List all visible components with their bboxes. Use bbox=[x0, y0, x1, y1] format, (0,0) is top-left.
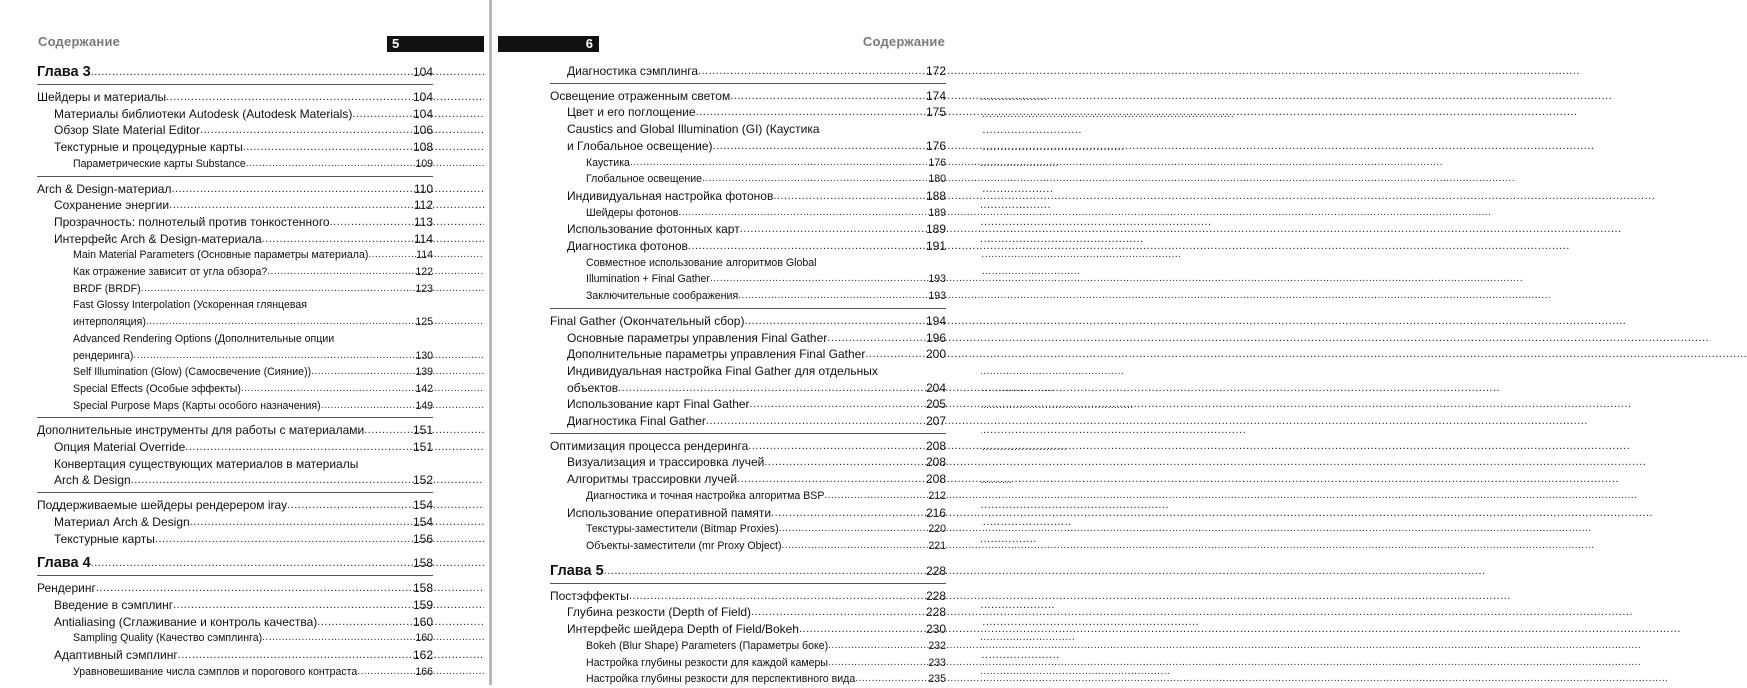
toc-page-number: 156 bbox=[412, 531, 433, 546]
toc-page-number: 154 bbox=[412, 498, 433, 513]
toc-entry[interactable] bbox=[550, 138, 946, 155]
toc-entry-title: Дополнительные параметры управления Final Gather bbox=[567, 347, 866, 362]
dot-leader bbox=[155, 531, 411, 548]
toc-entry-title: Текстурные карты bbox=[54, 531, 155, 546]
dot-leader bbox=[737, 471, 924, 488]
toc-entry[interactable] bbox=[550, 638, 946, 655]
toc-entry-title: Обзор Slate Material Editor bbox=[54, 123, 201, 138]
toc-entry[interactable] bbox=[37, 381, 433, 398]
toc-entry[interactable] bbox=[550, 655, 946, 672]
toc-page-number: 151 bbox=[412, 423, 433, 438]
toc-page-number: 174 bbox=[925, 88, 946, 103]
toc-entry-title: Каустика bbox=[586, 156, 630, 169]
chapter-gap bbox=[37, 547, 433, 554]
toc-page-number: 104 bbox=[412, 90, 433, 104]
toc-entry[interactable] bbox=[37, 614, 433, 631]
toc-entry-title: Использование фотонных карт bbox=[567, 222, 740, 237]
toc-page-number: 208 bbox=[925, 455, 946, 470]
dot-leader bbox=[748, 438, 924, 455]
toc-entry[interactable] bbox=[37, 630, 433, 647]
right-page bbox=[498, 0, 981, 685]
toc-entry[interactable] bbox=[37, 514, 433, 531]
toc-entry-title: Final Gather (Окончательный сбор) bbox=[550, 313, 745, 328]
toc-entry-title: Глубина резкости (Depth of Field) bbox=[567, 605, 752, 620]
toc-entry-title: Настройка глубины резкости для перспективного вида bbox=[586, 673, 856, 686]
toc-page-number: 151 bbox=[412, 440, 433, 455]
toc-page-number: 158 bbox=[412, 556, 433, 571]
chapter-gap bbox=[550, 555, 946, 562]
dot-leader bbox=[744, 313, 924, 330]
toc-entry[interactable] bbox=[37, 439, 433, 456]
toc-page-number: 108 bbox=[412, 140, 433, 155]
toc-entry-title: Использование оперативной памяти bbox=[567, 505, 772, 520]
dot-leader bbox=[91, 554, 411, 572]
dot-leader bbox=[630, 155, 926, 172]
dot-leader bbox=[190, 514, 411, 531]
toc-page-number: 172 bbox=[925, 64, 946, 78]
toc-page-number: 139 bbox=[415, 366, 433, 379]
dot-leader bbox=[321, 398, 414, 415]
dot-leader bbox=[799, 621, 924, 638]
toc-page-number: 122 bbox=[415, 266, 433, 279]
toc-entry[interactable] bbox=[550, 88, 946, 105]
dot-leader bbox=[827, 330, 924, 347]
running-title: Содержание bbox=[38, 34, 121, 49]
dot-leader bbox=[311, 364, 413, 381]
dot-leader bbox=[773, 188, 924, 205]
toc-entry[interactable] bbox=[550, 171, 946, 188]
dot-leader bbox=[169, 197, 412, 214]
toc-page-number: 154 bbox=[412, 514, 433, 529]
dot-leader bbox=[141, 281, 414, 298]
toc-entry-title: Antialiasing (Сглаживание и контроль качества) bbox=[54, 614, 318, 629]
dot-leader bbox=[713, 138, 924, 155]
dot-leader bbox=[696, 104, 924, 121]
toc-entry-title: Шейдеры и материалы bbox=[37, 90, 167, 104]
toc-entry-title: Постэффекты bbox=[550, 588, 629, 603]
toc-page-number: 160 bbox=[415, 632, 433, 645]
toc-entry-title: Рендеринг bbox=[37, 581, 96, 596]
toc-entry-continued: Fast Glossy Interpolation (Ускоренная глянцевая bbox=[73, 299, 308, 312]
toc-entry-title: Интерфейс Arch & Design-материала bbox=[54, 231, 262, 246]
toc-entry-title: Глобальное освещение bbox=[586, 173, 703, 186]
toc-page-number: 130 bbox=[415, 349, 433, 362]
dot-leader bbox=[698, 63, 924, 80]
toc-entry-title: Bokeh (Blur Shape) Parameters (Параметры боке) bbox=[586, 639, 829, 652]
page-number: 5 bbox=[387, 36, 484, 52]
toc-page-number: 189 bbox=[928, 206, 946, 219]
toc-page-number: 142 bbox=[415, 382, 433, 395]
toc-page-number: 193 bbox=[928, 273, 946, 286]
dot-leader bbox=[782, 538, 927, 555]
dot-leader bbox=[357, 664, 413, 681]
dot-leader bbox=[618, 380, 924, 397]
toc-entry[interactable] bbox=[37, 214, 433, 231]
toc-entry[interactable] bbox=[37, 89, 433, 106]
dot-leader bbox=[352, 106, 411, 123]
toc-entry-title: Оптимизация процесса рендеринга bbox=[550, 438, 749, 453]
section-divider bbox=[550, 433, 946, 434]
toc-entry[interactable] bbox=[550, 505, 946, 522]
toc-page-number: 180 bbox=[928, 173, 946, 186]
spine-line bbox=[489, 0, 492, 685]
toc-entry-title: Введение в сэмплинг bbox=[54, 597, 174, 612]
toc-entry-title: Визуализация и трассировка лучей bbox=[567, 455, 765, 470]
toc-entry-title: Настройка глубины резкости для каждой камеры bbox=[586, 656, 829, 669]
toc-entry-title: BRDF (BRDF) bbox=[73, 282, 141, 295]
toc-entry[interactable] bbox=[37, 472, 433, 489]
toc-page-number: 220 bbox=[928, 523, 946, 536]
toc-entry[interactable] bbox=[37, 422, 433, 439]
dot-leader bbox=[91, 63, 411, 81]
toc-page-number: 123 bbox=[415, 282, 433, 295]
toc-page-number: 193 bbox=[928, 290, 946, 303]
toc-entry[interactable] bbox=[550, 438, 946, 455]
section-divider bbox=[37, 84, 433, 85]
toc-entry[interactable] bbox=[550, 238, 946, 255]
dot-leader bbox=[267, 264, 413, 281]
toc-entry[interactable] bbox=[37, 231, 433, 248]
toc-entry-title: Special Effects (Особые эффекты) bbox=[73, 382, 241, 395]
toc-entry[interactable] bbox=[550, 330, 946, 347]
toc-entry-title: Поддерживаемые шейдеры рендерером iray bbox=[37, 498, 288, 513]
page-number: 6 bbox=[498, 36, 599, 52]
dot-leader bbox=[730, 88, 924, 105]
dot-leader bbox=[629, 588, 924, 605]
toc-entry[interactable] bbox=[550, 604, 946, 621]
toc-page-number: 152 bbox=[412, 473, 433, 488]
toc-entry-title: Arch & Design bbox=[54, 473, 131, 488]
dot-leader bbox=[133, 348, 413, 365]
toc-page-number: 125 bbox=[415, 316, 433, 329]
toc-entry-title: Адаптивный сэмплинг bbox=[54, 648, 178, 663]
section-divider bbox=[37, 575, 433, 576]
dot-leader bbox=[764, 454, 924, 471]
toc-page-number: 189 bbox=[925, 222, 946, 237]
toc-entry[interactable] bbox=[550, 521, 946, 538]
toc-entry-title: Индивидуальная настройка фотонов bbox=[567, 188, 774, 203]
toc-entry-title: Использование карт Final Gather bbox=[567, 397, 750, 412]
toc-entry-title: Интерфейс шейдера Depth of Field/Bokeh bbox=[567, 622, 799, 637]
dot-leader bbox=[185, 439, 411, 456]
toc-entry-title: Опция Material Override bbox=[54, 440, 186, 455]
toc-page-number: 110 bbox=[413, 181, 433, 196]
toc-entry[interactable] bbox=[550, 488, 946, 505]
toc-entry[interactable] bbox=[550, 346, 946, 363]
toc-page-number: 207 bbox=[925, 414, 946, 429]
dot-leader bbox=[688, 238, 924, 255]
toc-page-number: 212 bbox=[928, 489, 946, 502]
dot-leader bbox=[738, 288, 926, 305]
toc-entry-title: Алгоритмы трассировки лучей bbox=[567, 472, 738, 487]
toc-entry-title: и Глобальное освещение) bbox=[567, 138, 713, 153]
dot-leader bbox=[131, 472, 411, 489]
toc-entry-title: Материалы библиотеки Autodesk (Autodesk Materials) bbox=[54, 106, 353, 121]
toc-page-number: 114 bbox=[416, 249, 433, 262]
toc-page-number: 216 bbox=[925, 505, 946, 520]
toc-page-number: 158 bbox=[412, 581, 433, 596]
toc-entry-title: Main Material Parameters (Основные параметры материала) bbox=[73, 249, 369, 262]
toc-entry-title: Self Illumination (Glow) (Самосвечение (Сияние)) bbox=[73, 366, 312, 379]
dot-leader bbox=[171, 181, 411, 198]
dot-leader bbox=[173, 597, 411, 614]
dot-leader bbox=[750, 396, 924, 413]
toc-page-number: 235 bbox=[928, 673, 946, 686]
toc-page-number: 200 bbox=[925, 347, 946, 362]
toc-entry[interactable] bbox=[37, 247, 433, 264]
toc-page-number: 162 bbox=[412, 648, 433, 663]
toc-page-number: 228 bbox=[925, 588, 946, 603]
toc-entry-title: Материал Arch & Design bbox=[54, 514, 190, 529]
toc-entry-title: Illumination + Final Gather bbox=[586, 273, 710, 286]
toc-page-number: 204 bbox=[925, 380, 946, 395]
toc-entry-title: объектов bbox=[567, 380, 619, 395]
toc-page-number: 233 bbox=[928, 656, 946, 669]
toc-entry[interactable] bbox=[37, 348, 433, 365]
toc-page-number: 230 bbox=[925, 622, 946, 637]
toc-page-number: 221 bbox=[928, 539, 946, 552]
dot-leader bbox=[262, 630, 413, 647]
dot-leader bbox=[146, 314, 413, 331]
toc-entry-title: Диагностика и точная настройка алгоритма BSP bbox=[586, 489, 825, 502]
toc-page-number: 196 bbox=[925, 330, 946, 345]
toc-entry-continued: Advanced Rendering Options (Дополнительные опции bbox=[73, 332, 335, 345]
toc-page-number: 160 bbox=[412, 614, 433, 629]
toc-entry-title: Освещение отраженным светом bbox=[550, 88, 731, 103]
toc-entry-title: Параметрические карты Substance bbox=[73, 157, 246, 170]
dot-leader bbox=[262, 231, 412, 248]
toc-page-number: 208 bbox=[925, 438, 946, 453]
toc-entry-title: Текстурные и процедурные карты bbox=[54, 140, 243, 155]
toc-entry[interactable] bbox=[550, 288, 946, 305]
toc-entry-title: Диагностика Final Gather bbox=[567, 414, 706, 429]
dot-leader bbox=[96, 580, 411, 597]
toc-entry[interactable] bbox=[37, 122, 433, 139]
dot-leader bbox=[330, 214, 412, 231]
toc-entry[interactable] bbox=[550, 671, 946, 688]
toc-entry[interactable] bbox=[37, 580, 433, 597]
dot-leader bbox=[702, 171, 926, 188]
toc-entry[interactable] bbox=[550, 221, 946, 238]
dot-leader bbox=[855, 671, 926, 688]
left-page bbox=[0, 0, 484, 685]
dot-leader bbox=[604, 562, 924, 580]
toc-entry[interactable] bbox=[37, 531, 433, 548]
dot-leader bbox=[751, 604, 924, 621]
toc-page-number: 176 bbox=[928, 156, 946, 169]
chapter-entry[interactable] bbox=[550, 562, 946, 580]
toc-entry[interactable] bbox=[37, 647, 433, 664]
toc-entry[interactable] bbox=[550, 313, 946, 330]
toc-page-number: 106 bbox=[412, 123, 433, 138]
dot-leader bbox=[678, 205, 926, 222]
toc-entry[interactable] bbox=[37, 106, 433, 123]
toc-entry-continued: Индивидуальная настройка Final Gather для отдельных bbox=[567, 363, 878, 378]
toc-entry[interactable] bbox=[37, 156, 433, 173]
toc-page-number: 104 bbox=[412, 106, 433, 121]
toc-entry[interactable] bbox=[37, 664, 433, 681]
toc-entry[interactable] bbox=[550, 588, 946, 605]
toc-page-number: 228 bbox=[925, 605, 946, 620]
dot-leader bbox=[779, 521, 927, 538]
dot-leader bbox=[178, 647, 411, 664]
toc-entry-continued: Конвертация существующих материалов в материалы bbox=[54, 456, 359, 471]
toc-entry[interactable] bbox=[37, 281, 433, 298]
toc-page-number: 159 bbox=[412, 597, 433, 612]
toc-entry[interactable] bbox=[37, 139, 433, 156]
toc-page-number: 109 bbox=[415, 157, 433, 170]
toc-entry[interactable] bbox=[550, 380, 946, 397]
toc-entry-title: Sampling Quality (Качество сэмплинга) bbox=[73, 632, 263, 645]
toc-page-number: 149 bbox=[415, 399, 433, 412]
toc-entry-title: Текстуры-заместители (Bitmap Proxies) bbox=[586, 523, 779, 536]
section-divider bbox=[550, 308, 946, 309]
book-spine bbox=[484, 0, 498, 685]
dot-leader bbox=[710, 271, 926, 288]
toc-entry[interactable] bbox=[37, 398, 433, 415]
toc-page-number: 205 bbox=[925, 397, 946, 412]
running-title: Содержание bbox=[862, 34, 945, 49]
toc-entry[interactable] bbox=[37, 364, 433, 381]
dot-leader bbox=[828, 655, 926, 672]
dot-leader bbox=[706, 413, 924, 430]
toc-entry[interactable] bbox=[37, 314, 433, 331]
section-divider bbox=[550, 83, 946, 84]
toc-page-number: 208 bbox=[925, 472, 946, 487]
toc-entry-title: Шейдеры фотонов bbox=[586, 206, 679, 219]
toc-entry-title: Объекты-заместители (mr Proxy Object) bbox=[586, 539, 782, 552]
table-of-contents bbox=[550, 63, 946, 688]
chapter-title: Глава 3 bbox=[37, 64, 91, 80]
chapter-title: Глава 4 bbox=[37, 555, 91, 572]
toc-entry[interactable] bbox=[550, 538, 946, 555]
toc-entry[interactable] bbox=[550, 63, 946, 80]
toc-entry[interactable] bbox=[550, 205, 946, 222]
chapter-entry[interactable] bbox=[37, 554, 433, 572]
toc-entry-continued: Совместное использование алгоритмов Global bbox=[586, 256, 817, 269]
toc-page-number: 188 bbox=[925, 188, 946, 203]
toc-entry-title: Основные параметры управления Final Gather bbox=[567, 330, 828, 345]
toc-page-number: 194 bbox=[925, 313, 946, 328]
toc-entry-title: рендеринга) bbox=[73, 349, 134, 362]
toc-page-number: 232 bbox=[928, 639, 946, 652]
toc-entry[interactable] bbox=[550, 104, 946, 121]
toc-entry[interactable] bbox=[37, 264, 433, 281]
dot-leader bbox=[368, 247, 414, 264]
toc-entry-continued: Caustics and Global Illumination (GI) (Каустика bbox=[567, 122, 820, 137]
toc-entry[interactable] bbox=[550, 471, 946, 488]
dot-leader bbox=[246, 156, 414, 173]
section-divider bbox=[550, 583, 946, 584]
table-of-contents bbox=[37, 63, 433, 681]
toc-entry-title: Диагностика сэмплинга bbox=[567, 64, 699, 78]
toc-entry[interactable] bbox=[550, 271, 946, 288]
toc-entry-title: Уравновешивание числа сэмплов и порогового контраста bbox=[73, 665, 358, 678]
toc-entry-title: интерполяция) bbox=[73, 316, 146, 329]
dot-leader bbox=[771, 505, 924, 522]
dot-leader bbox=[200, 122, 411, 139]
toc-entry-title: Прозрачность: полнотелый против тонкостенного bbox=[54, 214, 330, 229]
toc-entry-title: Как отражение зависит от угла обзора? bbox=[73, 266, 268, 279]
toc-page-number: 175 bbox=[925, 105, 946, 120]
toc-page-number: 176 bbox=[925, 138, 946, 153]
dot-leader bbox=[317, 614, 411, 631]
section-divider bbox=[37, 176, 433, 177]
toc-entry[interactable] bbox=[37, 497, 433, 514]
dot-leader bbox=[364, 422, 411, 439]
dot-leader bbox=[828, 638, 926, 655]
toc-page-number: 104 bbox=[412, 65, 433, 79]
toc-page-number: 191 bbox=[925, 239, 946, 254]
toc-entry[interactable] bbox=[550, 396, 946, 413]
toc-page-number: 112 bbox=[413, 198, 433, 213]
toc-page-number: 114 bbox=[413, 231, 433, 246]
section-divider bbox=[37, 417, 433, 418]
toc-entry[interactable] bbox=[37, 597, 433, 614]
dot-leader bbox=[241, 381, 413, 398]
toc-page-number: 113 bbox=[413, 214, 433, 229]
toc-entry-title: Сохранение энергии bbox=[54, 198, 170, 213]
dot-leader bbox=[865, 346, 924, 363]
toc-entry[interactable] bbox=[37, 181, 433, 198]
chapter-title: Глава 5 bbox=[550, 562, 604, 579]
dot-leader bbox=[166, 89, 411, 106]
toc-entry[interactable] bbox=[550, 621, 946, 638]
toc-entry-title: Заключительные соображения bbox=[586, 290, 739, 303]
toc-entry[interactable] bbox=[550, 155, 946, 172]
dot-leader bbox=[287, 497, 411, 514]
toc-entry-title: Диагностика фотонов bbox=[567, 239, 688, 254]
dot-leader bbox=[824, 488, 926, 505]
dot-leader bbox=[740, 221, 924, 238]
toc-entry[interactable] bbox=[550, 188, 946, 205]
toc-entry[interactable] bbox=[37, 197, 433, 214]
toc-entry-title: Цвет и его поглощение bbox=[567, 105, 696, 120]
toc-entry-title: Special Purpose Maps (Карты особого назначения) bbox=[73, 399, 321, 412]
toc-page-number: 228 bbox=[925, 563, 946, 578]
dot-leader bbox=[243, 139, 411, 156]
toc-entry-title: Дополнительные инструменты для работы с материалами bbox=[37, 423, 365, 438]
toc-page-number: 166 bbox=[415, 665, 433, 678]
toc-entry-title: Arch & Design-материал bbox=[37, 181, 172, 196]
section-divider bbox=[37, 492, 433, 493]
toc-entry[interactable] bbox=[550, 454, 946, 471]
toc-entry[interactable] bbox=[550, 413, 946, 430]
chapter-entry[interactable] bbox=[37, 63, 433, 81]
